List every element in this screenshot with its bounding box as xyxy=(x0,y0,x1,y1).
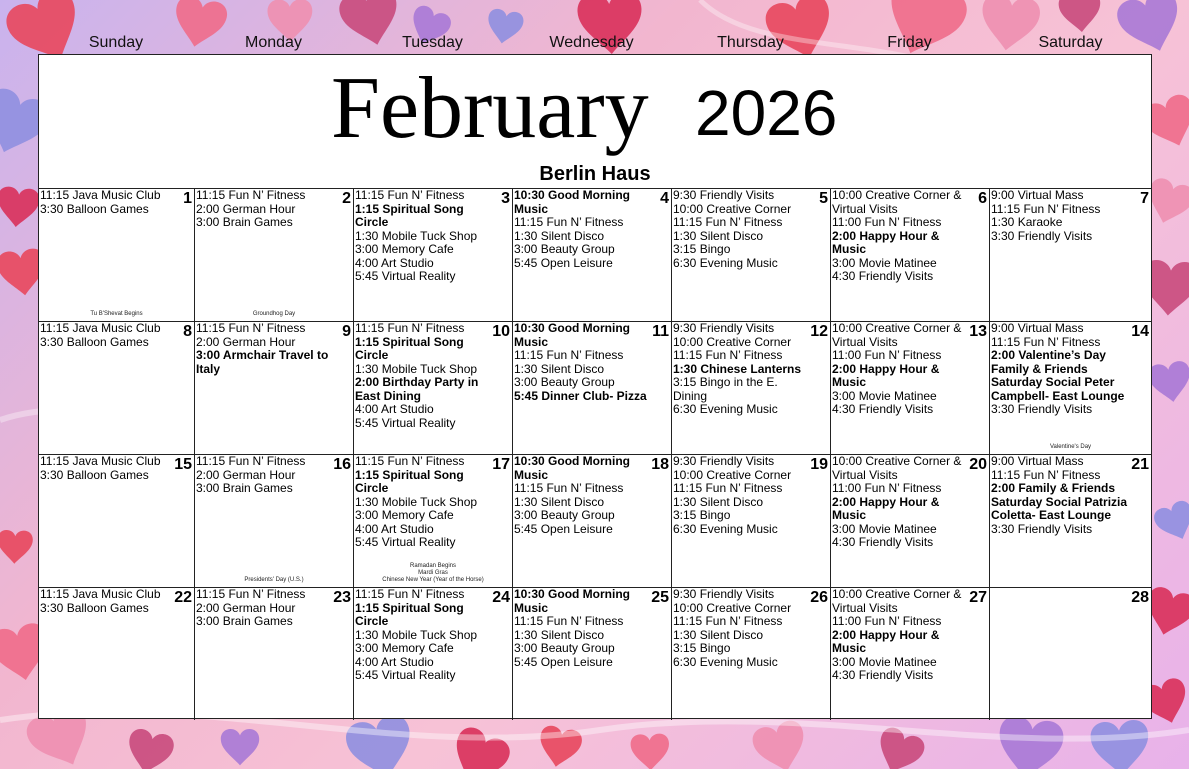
day-number: 23 xyxy=(333,589,351,606)
event-item: 3:30 Balloon Games xyxy=(40,201,149,216)
heart-decoration-icon xyxy=(1090,719,1151,769)
event-item: 9:00 Virtual Mass xyxy=(991,321,1084,335)
event-item: 2:00 Happy Hour & Music xyxy=(832,494,940,522)
event-item: 4:00 Art Studio xyxy=(355,654,434,669)
day-number: 18 xyxy=(651,456,669,473)
event-item: 3:15 Bingo xyxy=(673,242,731,256)
weekday-saturday: Saturday xyxy=(1038,34,1103,51)
day-number: 15 xyxy=(174,456,192,473)
day-number: 9 xyxy=(342,323,351,340)
event-item: 11:15 Fun N’ Fitness xyxy=(673,348,783,362)
event-item: 1:15 Spiritual Song Circle xyxy=(355,600,464,628)
day-number: 4 xyxy=(660,190,669,207)
event-item: 1:30 Karaoke xyxy=(991,215,1063,229)
event-item: 11:00 Fun N’ Fitness xyxy=(832,614,942,628)
day-cell xyxy=(990,587,1151,720)
event-item: 11:15 Fun N’ Fitness xyxy=(991,467,1101,482)
event-item: 4:30 Friendly Visits xyxy=(832,535,934,549)
event-item: 5:45 Virtual Reality xyxy=(355,269,456,283)
day-number: 10 xyxy=(492,323,510,340)
holiday-label: Groundhog Day xyxy=(252,311,296,317)
day-number: 17 xyxy=(492,456,510,473)
event-item: 11:15 Fun N’ Fitness xyxy=(514,614,624,628)
day-cell xyxy=(672,188,831,321)
day-number: 19 xyxy=(810,456,828,473)
day-number: 1 xyxy=(183,190,192,207)
event-item: 6:30 Evening Music xyxy=(673,521,778,536)
event-item: 2:00 Happy Hour & Music xyxy=(832,228,940,256)
day-number: 20 xyxy=(969,456,987,473)
heart-decoration-icon xyxy=(1058,0,1103,34)
event-item: 9:00 Virtual Mass xyxy=(991,454,1084,468)
event-item: 11:15 Java Music Club xyxy=(40,188,161,202)
event-item: 10:30 Good Morning Music xyxy=(514,587,631,615)
weekday-tuesday: Tuesday xyxy=(402,34,463,51)
event-item: 3:30 Balloon Games xyxy=(40,334,149,349)
day-number: 28 xyxy=(1131,589,1149,606)
event-item: 2:00 Happy Hour & Music xyxy=(832,627,940,655)
event-item: 11:15 Fun N’ Fitness xyxy=(355,188,465,202)
event-item: 1:30 Silent Disco xyxy=(673,228,764,243)
event-item: 9:30 Friendly Visits xyxy=(673,188,775,202)
heart-decoration-icon xyxy=(123,727,176,769)
day-cell xyxy=(513,454,672,587)
event-item: 6:30 Evening Music xyxy=(673,402,778,416)
event-item: 3:15 Bingo xyxy=(673,641,731,655)
event-item: 4:00 Art Studio xyxy=(355,402,434,416)
weekday-sunday: Sunday xyxy=(88,34,144,51)
weekday-thursday: Thursday xyxy=(717,34,784,51)
event-item: 4:00 Art Studio xyxy=(355,255,434,270)
event-item: 10:00 Creative Corner & Virtual Visits xyxy=(832,188,962,216)
event-item: 1:30 Mobile Tuck Shop xyxy=(355,228,478,243)
event-item: 2:00 Birthday Party in East Dining xyxy=(355,375,479,403)
day-cell xyxy=(831,321,990,454)
event-item: 5:45 Virtual Reality xyxy=(355,415,456,430)
holiday-label: Ramadan Begins xyxy=(409,563,457,569)
heart-decoration-icon xyxy=(443,723,514,769)
event-item: 11:00 Fun N’ Fitness xyxy=(832,481,942,495)
event-item: 10:30 Good Morning Music xyxy=(514,321,631,349)
event-item: 11:15 Fun N’ Fitness xyxy=(355,321,465,335)
day-cell xyxy=(354,321,513,454)
event-item: 2:00 German Hour xyxy=(196,467,296,482)
day-cell xyxy=(831,587,990,720)
day-cell xyxy=(990,188,1151,321)
event-item: 3:00 Brain Games xyxy=(196,614,293,628)
event-item: 3:30 Friendly Visits xyxy=(991,521,1093,536)
day-cell xyxy=(39,188,195,321)
event-item: 2:00 German Hour xyxy=(196,600,296,615)
event-item: 1:15 Spiritual Song Circle xyxy=(355,467,464,495)
event-item: 5:45 Dinner Club- Pizza xyxy=(514,388,647,403)
event-item: 11:15 Fun N’ Fitness xyxy=(196,587,306,601)
event-item: 10:00 Creative Corner & Virtual Visits xyxy=(832,587,962,615)
event-item: 1:30 Silent Disco xyxy=(514,361,605,376)
event-item: 10:00 Creative Corner xyxy=(673,600,792,615)
event-item: 4:00 Art Studio xyxy=(355,521,434,536)
day-number: 13 xyxy=(969,323,987,340)
day-cell xyxy=(831,454,990,587)
heart-decoration-icon xyxy=(0,530,33,565)
day-number: 5 xyxy=(819,190,828,207)
day-number: 24 xyxy=(492,589,510,606)
day-cell xyxy=(195,587,354,720)
event-item: 1:30 Mobile Tuck Shop xyxy=(355,361,478,376)
holiday-label: Tu B'Shevat Begins xyxy=(90,311,143,317)
holiday-label: Valentine's Day xyxy=(1049,444,1092,450)
day-number: 8 xyxy=(183,323,192,340)
event-item: 10:00 Creative Corner xyxy=(673,201,792,216)
day-cell xyxy=(39,587,195,720)
event-item: 2:00 Family & Friends Saturday Social Patrizia Coletta- East Lounge xyxy=(991,481,1128,522)
event-item: 1:30 Mobile Tuck Shop xyxy=(355,627,478,642)
event-item: 11:00 Fun N’ Fitness xyxy=(832,348,942,362)
event-item: 1:30 Silent Disco xyxy=(514,627,605,642)
event-item: 11:15 Fun N’ Fitness xyxy=(355,587,465,601)
day-cell xyxy=(513,321,672,454)
event-item: 10:00 Creative Corner & Virtual Visits xyxy=(832,454,962,482)
event-item: 1:30 Silent Disco xyxy=(673,494,764,509)
day-cell xyxy=(990,321,1151,454)
event-item: 6:30 Evening Music xyxy=(673,654,778,669)
event-item: 11:15 Fun N’ Fitness xyxy=(673,614,783,628)
event-item: 3:30 Friendly Visits xyxy=(991,402,1093,416)
event-item: 1:30 Chinese Lanterns xyxy=(673,361,802,376)
event-item: 3:00 Beauty Group xyxy=(514,641,615,655)
day-cell xyxy=(195,321,354,454)
event-item: 3:30 Balloon Games xyxy=(40,600,149,615)
day-cell xyxy=(39,454,195,587)
event-item: 3:00 Brain Games xyxy=(196,215,293,229)
event-item: 3:00 Memory Cafe xyxy=(355,641,454,655)
heart-decoration-icon xyxy=(1147,360,1189,405)
event-item: 1:15 Spiritual Song Circle xyxy=(355,334,464,362)
day-cell xyxy=(195,188,354,321)
event-item: 11:15 Java Music Club xyxy=(40,321,161,335)
event-item: 10:30 Good Morning Music xyxy=(514,454,631,482)
event-item: 3:00 Memory Cafe xyxy=(355,508,454,522)
month-title: February xyxy=(331,60,649,157)
day-number: 12 xyxy=(810,323,828,340)
event-item: 11:15 Fun N’ Fitness xyxy=(196,321,306,335)
event-item: 5:45 Open Leisure xyxy=(514,521,613,536)
event-item: 3:30 Friendly Visits xyxy=(991,228,1093,243)
weekday-wednesday: Wednesday xyxy=(549,34,634,51)
day-number: 16 xyxy=(333,456,351,473)
event-item: 3:00 Beauty Group xyxy=(514,375,615,389)
day-cell xyxy=(672,587,831,720)
day-number: 26 xyxy=(810,589,828,606)
event-item: 5:45 Open Leisure xyxy=(514,255,613,270)
calendar-header xyxy=(39,55,1151,188)
event-item: 5:45 Virtual Reality xyxy=(355,535,456,549)
event-item: 3:00 Armchair Travel to Italy xyxy=(196,348,329,376)
event-item: 3:00 Beauty Group xyxy=(514,242,615,256)
day-number: 3 xyxy=(501,190,510,207)
location-subtitle: Berlin Haus xyxy=(539,163,651,185)
event-item: 10:00 Creative Corner xyxy=(673,334,792,349)
day-cell xyxy=(672,321,831,454)
event-item: 2:00 Happy Hour & Music xyxy=(832,361,940,389)
event-item: 11:15 Fun N’ Fitness xyxy=(673,481,783,495)
event-item: 3:15 Bingo xyxy=(673,508,731,522)
day-cell xyxy=(195,454,354,587)
day-cell xyxy=(354,188,513,321)
day-cell xyxy=(354,454,513,587)
day-cell xyxy=(39,321,195,454)
day-number: 25 xyxy=(651,589,669,606)
event-item: 1:30 Mobile Tuck Shop xyxy=(355,494,478,509)
event-item: 11:15 Fun N’ Fitness xyxy=(514,215,624,229)
holiday-label: Presidents' Day (U.S.) xyxy=(244,577,304,583)
event-item: 3:00 Beauty Group xyxy=(514,508,615,522)
event-item: 11:15 Fun N’ Fitness xyxy=(514,481,624,495)
event-item: 1:30 Silent Disco xyxy=(673,627,764,642)
day-cell xyxy=(513,587,672,720)
year-title: 2026 xyxy=(695,77,838,149)
holiday-label: Mardi Gras xyxy=(418,570,448,576)
day-cell xyxy=(513,188,672,321)
heart-decoration-icon xyxy=(0,186,40,230)
event-item: 1:30 Silent Disco xyxy=(514,228,605,243)
day-number: 7 xyxy=(1140,190,1149,207)
calendar-sheet xyxy=(38,54,1152,719)
event-item: 6:30 Evening Music xyxy=(673,255,778,270)
day-number: 2 xyxy=(342,190,351,207)
event-item: 1:30 Silent Disco xyxy=(514,494,605,509)
event-item: 11:00 Fun N’ Fitness xyxy=(832,215,942,229)
event-item: 3:00 Brain Games xyxy=(196,481,293,495)
event-item: 3:15 Bingo in the E. Dining xyxy=(673,375,778,403)
event-item: 4:30 Friendly Visits xyxy=(832,269,934,283)
event-item: 3:00 Movie Matinee xyxy=(832,388,937,403)
event-item: 3:00 Memory Cafe xyxy=(355,242,454,256)
weekday-friday: Friday xyxy=(887,34,932,51)
day-cell xyxy=(672,454,831,587)
event-item: 9:30 Friendly Visits xyxy=(673,587,775,601)
event-item: 9:30 Friendly Visits xyxy=(673,454,775,468)
event-item: 3:00 Movie Matinee xyxy=(832,521,937,536)
event-item: 2:00 Valentine’s Day Family & Friends Saturday Social Peter Campbell- East Lounge xyxy=(991,348,1125,403)
event-item: 9:30 Friendly Visits xyxy=(673,321,775,335)
event-item: 11:15 Java Music Club xyxy=(40,587,161,601)
event-item: 2:00 German Hour xyxy=(196,201,296,216)
event-item: 10:30 Good Morning Music xyxy=(514,188,631,216)
heart-decoration-icon xyxy=(221,729,259,765)
event-item: 3:00 Movie Matinee xyxy=(832,255,937,270)
event-item: 1:15 Spiritual Song Circle xyxy=(355,201,464,229)
event-item: 10:00 Creative Corner xyxy=(673,467,792,482)
day-number: 21 xyxy=(1131,456,1149,473)
event-item: 9:00 Virtual Mass xyxy=(991,188,1084,202)
heart-decoration-icon xyxy=(630,733,670,769)
day-number: 11 xyxy=(652,323,669,340)
event-item: 3:00 Movie Matinee xyxy=(832,654,937,669)
weekday-monday: Monday xyxy=(245,34,302,51)
day-cell xyxy=(831,188,990,321)
event-item: 5:45 Virtual Reality xyxy=(355,668,456,682)
event-item: 11:15 Fun N’ Fitness xyxy=(673,215,783,229)
event-item: 11:15 Java Music Club xyxy=(40,454,161,468)
event-item: 2:00 German Hour xyxy=(196,334,296,349)
day-number: 6 xyxy=(978,190,987,207)
event-item: 5:45 Open Leisure xyxy=(514,654,613,669)
event-item: 3:30 Balloon Games xyxy=(40,467,149,482)
holiday-label: Chinese New Year (Year of the Horse) xyxy=(382,577,484,583)
heart-decoration-icon xyxy=(1151,498,1189,546)
event-item: 11:15 Fun N’ Fitness xyxy=(355,454,465,468)
event-item: 11:15 Fun N’ Fitness xyxy=(196,454,306,468)
event-item: 10:00 Creative Corner & Virtual Visits xyxy=(832,321,962,349)
event-item: 11:15 Fun N’ Fitness xyxy=(991,201,1101,216)
event-item: 11:15 Fun N’ Fitness xyxy=(991,334,1101,349)
day-number: 27 xyxy=(969,589,987,606)
event-item: 4:30 Friendly Visits xyxy=(832,402,934,416)
event-item: 11:15 Fun N’ Fitness xyxy=(196,188,306,202)
day-cell xyxy=(354,587,513,720)
event-item: 11:15 Fun N’ Fitness xyxy=(514,348,624,362)
day-number: 14 xyxy=(1131,323,1149,340)
day-cell xyxy=(990,454,1151,587)
heart-decoration-icon xyxy=(343,712,419,769)
event-item: 4:30 Friendly Visits xyxy=(832,668,934,682)
day-number: 22 xyxy=(174,589,192,606)
